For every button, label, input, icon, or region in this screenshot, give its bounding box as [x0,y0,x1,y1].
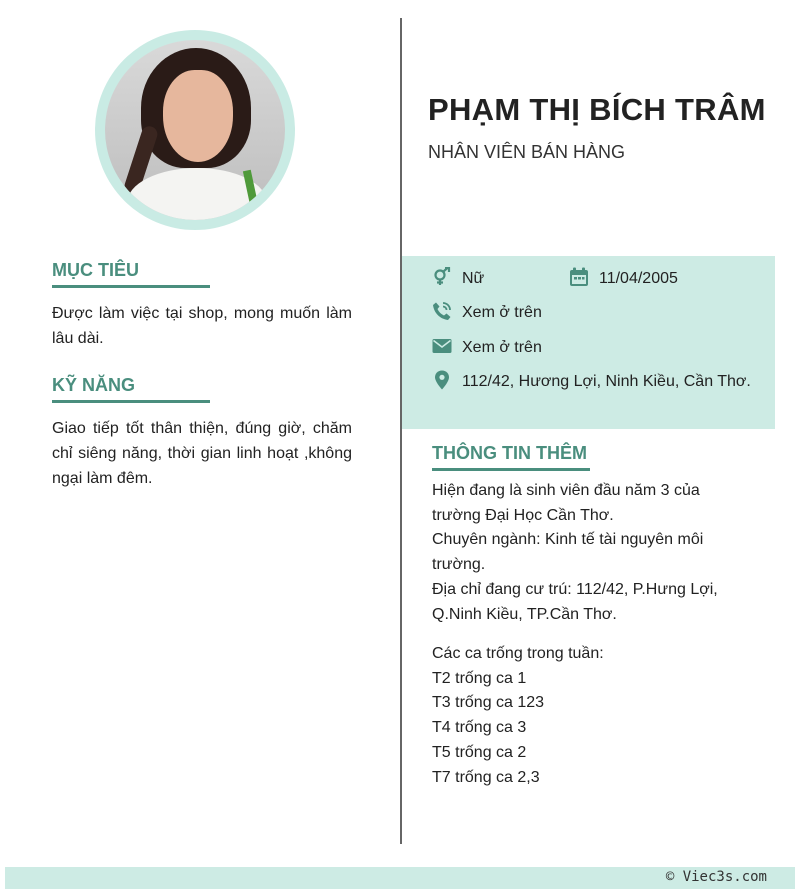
schedule-item: T7 trống ca 2,3 [432,768,540,786]
schedule-item: T3 trống ca 123 [432,694,545,712]
column-divider [400,18,402,844]
calendar-icon [569,267,589,287]
more-info-heading: THÔNG TIN THÊM [432,443,590,471]
schedule-heading: Các ca trống trong tuần: [432,645,604,662]
more-info-line: Địa chỉ đang cư trú: 112/42, P.Hưng Lợi, Q.Ninh Kiều, TP.Cần Thơ. [432,580,718,623]
more-info-line: Chuyên ngành: Kinh tế tài nguyên môi trường. [432,531,704,574]
address-value: 112/42, Hương Lợi, Ninh Kiều, Cần Thơ. [462,373,751,390]
objective-text: Được làm việc tại shop, mong muốn làm lâu dài. [52,305,352,347]
phone-icon [432,301,452,321]
profile-photo [105,40,285,220]
avatar [95,30,295,230]
phone-value: Xem ở trên [462,304,542,321]
gender-value: Nữ [462,270,485,287]
skills-heading: KỸ NĂNG [52,375,210,403]
footer-credit: © Viec3s.com [665,869,767,885]
email-value: Xem ở trên [462,339,542,356]
skills-text: Giao tiếp tốt thân thiện, đúng giờ, chăm chỉ siêng năng, thời gian linh hoạt ,không ngại làm đêm. [52,420,352,487]
more-info-line: Hiện đang là sinh viên đầu năm 3 của trường Đại Học Cần Thơ. [432,482,700,524]
schedule-item: T5 trống ca 2 [432,743,527,761]
more-info-text [432,479,752,627]
schedule-item: T4 trống ca 3 [432,719,527,737]
location-icon [432,370,452,390]
gender-icon [432,267,452,287]
email-icon [432,336,452,356]
candidate-name: PHẠM THỊ BÍCH TRÂM [428,92,766,127]
birthdate-value: 11/04/2005 [599,270,678,287]
job-title: NHÂN VIÊN BÁN HÀNG [428,142,626,162]
schedule-item: T2 trống ca 1 [432,669,527,687]
objective-heading: MỤC TIÊU [52,260,210,288]
schedule-list [432,642,752,790]
footer-bar [5,867,795,889]
